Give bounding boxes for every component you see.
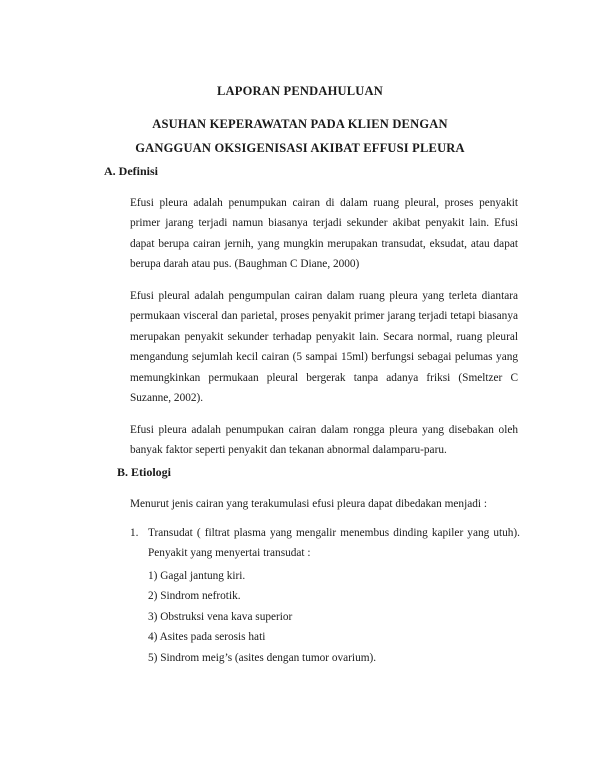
sub-list-item: 5) Sindrom meig’s (asites dengan tumor ovarium). bbox=[148, 651, 377, 664]
section-a-paragraph-1: Efusi pleura adalah penumpukan cairan di dalam ruang pleural, proses penyakit primer jarang terjadi namun biasanya terjadi sekunder akibat penyakit lain. Efusi dapat berupa cairan jernih, yang mungkin merupakan transudat, eksudat, atau dapat berupa darah atau pus. (Baughman C Diane, 2000) bbox=[130, 197, 518, 271]
sub-list bbox=[148, 566, 376, 668]
section-a-paragraph-3: Efusi pleura adalah penumpukan cairan dalam rongga pleura yang disebakan oleh banyak faktor seperti penyakit dan tekanan abnormal dalamparu-paru. bbox=[130, 424, 518, 457]
list-item-text: Transudat ( filtrat plasma yang mengalir menembus dinding kapiler yang utuh). Penyakit yang menyertai transudat : bbox=[148, 527, 520, 560]
sub-list-item: 4) Asites pada serosis hati bbox=[148, 631, 266, 644]
document-subtitle-line-1: ASUHAN KEPERAWATAN PADA KLIEN DENGAN bbox=[152, 117, 448, 131]
document-title: LAPORAN PENDAHULUAN bbox=[217, 84, 383, 98]
section-a-paragraph-2: Efusi pleural adalah pengumpulan cairan dalam ruang pleura yang terleta diantara permukaan visceral dan parietal, proses penyakit primer jarang terjadi tetapi biasanya merupakan penyakit sekunder terhadap penyakit lain. Secara normal, ruang pleural mengandung sejumlah kecil cairan (5 sampai 15ml) berfungsi sebagai pelumas yang memungkinkan permukaan pleural bergerak tanpa adanya friksi (Smeltzer C Suzanne, 2002). bbox=[130, 290, 518, 405]
section-b-intro: Menurut jenis cairan yang terakumulasi efusi pleura dapat dibedakan menjadi : bbox=[130, 498, 487, 510]
sub-list-item: 3) Obstruksi vena kava superior bbox=[148, 610, 293, 623]
section-b-heading: B. Etiologi bbox=[117, 465, 172, 479]
document-subtitle-line-2: GANGGUAN OKSIGENISASI AKIBAT EFFUSI PLEURA bbox=[135, 141, 465, 155]
list-item-number: 1. bbox=[130, 527, 139, 539]
sub-list-item: 2) Sindrom nefrotik. bbox=[148, 590, 241, 603]
list-item bbox=[130, 523, 520, 565]
sub-list-item: 1) Gagal jantung kiri. bbox=[148, 570, 246, 582]
section-a-heading: A. Definisi bbox=[104, 164, 158, 178]
